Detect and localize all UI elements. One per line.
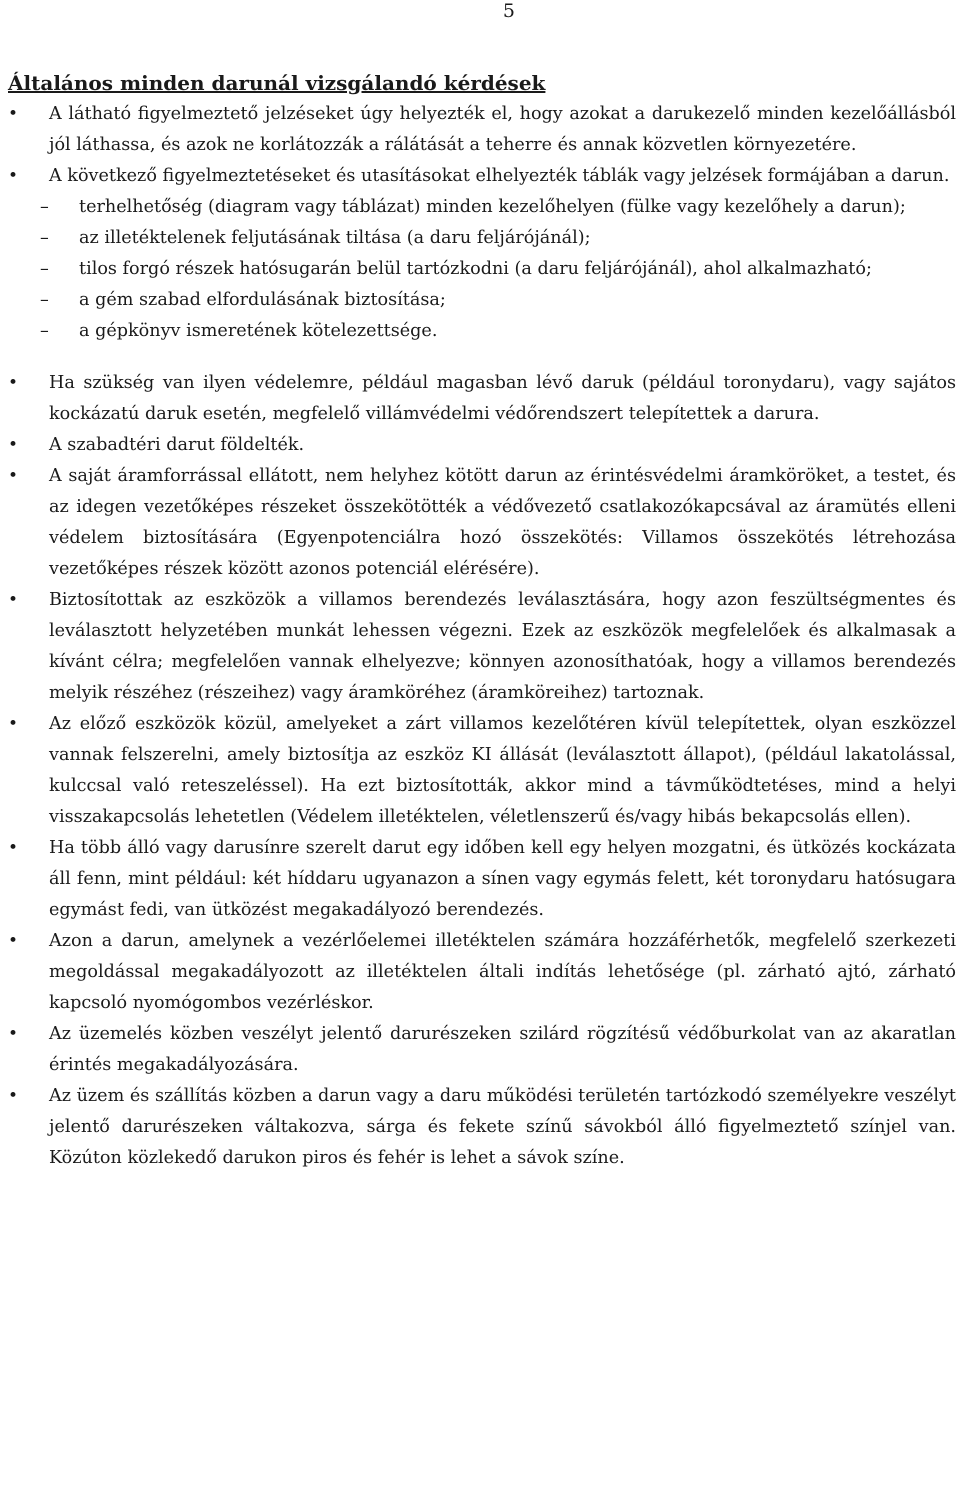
sub-list-item (6, 223, 956, 254)
bullet-icon: • (7, 104, 19, 124)
bullet-icon: • (7, 1086, 19, 1106)
dash-icon: – (40, 228, 49, 248)
page-number: 5 (502, 0, 515, 22)
list-item-text: A szabadtéri darut földelték. (49, 435, 305, 455)
bullet-icon: • (7, 838, 19, 858)
list-item-text: Az előző eszközök közül, amelyeket a zárt villamos kezelőtéren kívül telepítettek, olyan eszközzel vannak felszerelni, amely biztosítja az eszköz KI állását (leválasztott állapot), (például lakatolással, kulccsal való reteszeléssel). Ha ezt biztosították, akkor mind a távműködtetéses, mind a helyi visszakapcsolás lehetetlen (Védelem illetéktelen, véletlenszerű és/vagy hibás bekapcsolás ellen). (49, 714, 956, 827)
list-item-text: Azon a darun, amelynek a vezérlőelemei illetéktelen számára hozzáférhetők, megfelelő szerkezeti megoldással megakadályozott az illetéktelen általi indítás lehetősége (pl. zárható ajtó, zárható kapcsoló nyomógombos vezérléskor. (49, 931, 956, 1013)
list-item-text: A saját áramforrással ellátott, nem helyhez kötött darun az érintésvédelmi áramköröket, a testet, és az idegen vezetőképes részeket összekötötték a védővezető csatlakozókapcsával az áramütés elleni védelem biztosítására (Egyenpotenciálra hozó összekötés: Villamos összekötés létrehozása vezetőképes részek között azonos potenciál elérésére). (49, 466, 956, 579)
sub-list-item-text: a gém szabad elfordulásának biztosítása; (79, 290, 446, 310)
list-item-text: Biztosítottak az eszközök a villamos berendezés leválasztására, hogy azon feszültségmentes és leválasztott helyzetében munkát lehessen végezni. Ezek az eszközök megfelelőek és alkalmasak a kívánt célra; megfelelően vannak elhelyezve; könnyen azonosíthatóak, hogy a villamos berendezés melyik részéhez (részeihez) vagy áramköréhez (áramköreihez) tartoznak. (49, 590, 956, 703)
bullet-icon: • (7, 466, 19, 486)
list-item (6, 585, 956, 709)
list-item (6, 161, 956, 192)
list-item (6, 99, 956, 161)
bullet-icon: • (7, 373, 19, 393)
sub-list-item (6, 285, 956, 316)
list-item (6, 926, 956, 1019)
sub-list-item (6, 254, 956, 285)
sub-list-item-text: terhelhetőség (diagram vagy táblázat) minden kezelőhelyen (fülke vagy kezelőhely a darun); (79, 197, 906, 217)
dash-icon: – (40, 197, 49, 217)
bullet-icon: • (7, 590, 19, 610)
sub-list-item-text: a gépkönyv ismeretének kötelezettsége. (79, 321, 438, 341)
bullet-icon: • (7, 435, 19, 455)
bullet-icon: • (7, 1024, 19, 1044)
list-item-text: Ha szükség van ilyen védelemre, például magasban lévő daruk (például toronydaru), vagy sajátos kockázatú daruk esetén, megfelelő villámvédelmi védőrendszert telepítettek a darura. (49, 373, 956, 424)
dash-icon: – (40, 290, 49, 310)
sub-list-item-text: tilos forgó részek hatósugarán belül tartózkodni (a daru feljárójánál), ahol alkalmazható; (79, 259, 872, 279)
sub-list-item (6, 316, 956, 347)
list-item-text: A látható figyelmeztető jelzéseket úgy helyezték el, hogy azokat a darukezelő minden kezelőállásból jól láthassa, és azok ne korlátozzák a rálátását a teherre és annak közvetlen környezetére. (49, 104, 956, 155)
section-heading: Általános minden darunál vizsgálandó kérdések (8, 71, 546, 95)
list-item (6, 833, 956, 926)
list-item-text: A következő figyelmeztetéseket és utasításokat elhelyezték táblák vagy jelzések formájában a darun. (49, 166, 950, 186)
list-item (6, 368, 956, 430)
list-item (6, 1019, 956, 1081)
list-item (6, 1081, 956, 1174)
list-item-text: Az üzemelés közben veszélyt jelentő darurészeken szilárd rögzítésű védőburkolat van az akaratlan érintés megakadályozására. (49, 1024, 956, 1075)
list-item (6, 709, 956, 833)
document-body (6, 68, 956, 1174)
sub-list-item-text: az illetéktelenek feljutásának tiltása (a daru feljárójánál); (79, 228, 591, 248)
sub-list-item (6, 192, 956, 223)
dash-icon: – (40, 259, 49, 279)
list-item-text: Ha több álló vagy darusínre szerelt darut egy időben kell egy helyen mozgatni, és ütközés kockázata áll fenn, mint például: két híddaru ugyanazon a sínen vagy egymás felett, két toronydaru hatósugara egymást fedi, van ütközést megakadályozó berendezés. (49, 838, 956, 920)
list-item (6, 461, 956, 585)
bullet-icon: • (7, 714, 19, 734)
list-item (6, 430, 956, 461)
dash-icon: – (40, 321, 49, 341)
bullet-icon: • (7, 931, 19, 951)
bullet-icon: • (7, 166, 19, 186)
list-item-text: Az üzem és szállítás közben a darun vagy a daru működési területén tartózkodó személyekre veszélyt jelentő darurészeken váltakozva, sárga és fekete színű sávokból álló figyelmeztető színjel van. Közúton közlekedő darukon piros és fehér is lehet a sávok színe. (49, 1086, 956, 1168)
